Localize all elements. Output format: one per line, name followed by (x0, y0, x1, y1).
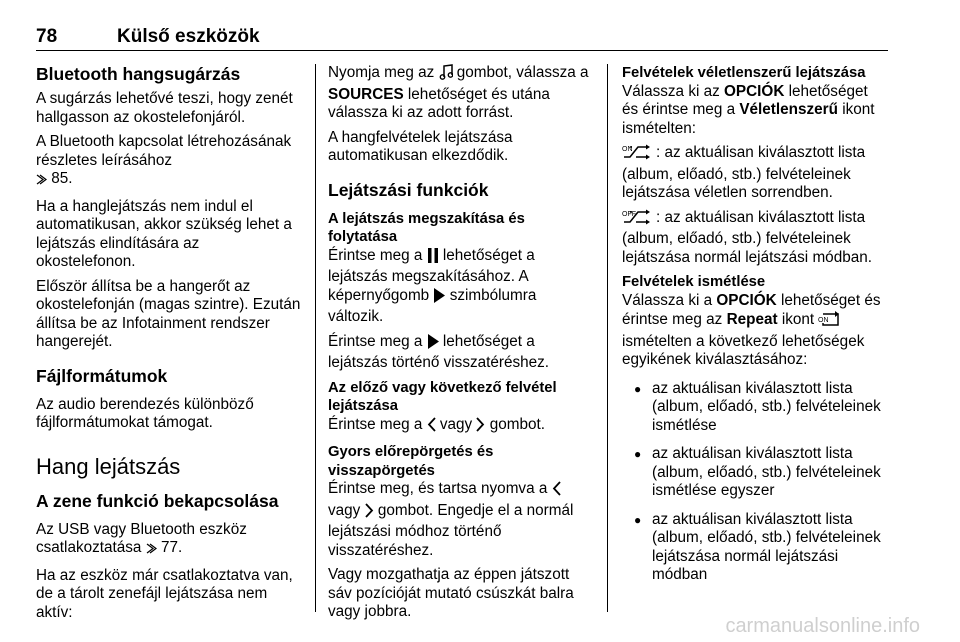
paragraph: Érintse meg a lehetőséget a lejátszás megszakításához. A képernyőgomb szimbólumra változik. (328, 246, 537, 325)
reference-arrow-icon (36, 173, 47, 192)
paragraph: Nyomja meg az gombot, válassza a SOURCES lehetőséget és utána válassza ki az adott forrást. (328, 64, 589, 121)
subheading: Gyors előrepörgetés és visszapörgetés (328, 444, 494, 479)
paragraph: Ha az eszköz már csatlakoztatva van, de a tárolt zenefájl lejátszása nem aktív: (36, 566, 293, 621)
play-icon (433, 288, 445, 309)
paragraph: Érintse meg a vagy gombot. (328, 416, 594, 438)
subheading: A lejátszás megszakítása és folytatása (328, 210, 525, 245)
paragraph: Válassza ki az OPCIÓK lehetőséget és érintse meg a Véletlenszerű ikont ismételten: (622, 82, 875, 137)
music-function-heading: A zene funkció bekapcsolása (36, 490, 279, 511)
chevron-right-icon (476, 417, 485, 438)
column-3 (622, 64, 888, 591)
subheading: Az előző vagy következő felvétel lejátszása (328, 379, 557, 414)
paragraph: Először állítsa be a hangerőt az okostelefonján (magas szintre). Ezután állítsa be az Infotainment rendszer hangerejét. (36, 277, 301, 350)
page-title: Külső eszközök (117, 26, 260, 47)
list-item: ● az aktuálisan kiválasztott lista (album, előadó, stb.) felvételeinek lejátszása normál lejátszási módban (622, 511, 888, 585)
subheading: Felvételek véletlenszerű lejátszása (622, 65, 866, 81)
list-item: ● az aktuálisan kiválasztott lista (album, előadó, stb.) felvételeinek ismétlése (622, 380, 888, 436)
column-1 (36, 64, 302, 628)
playback-functions-heading: Lejátszási funkciók (328, 179, 489, 200)
page-number: 78 (36, 26, 58, 47)
paragraph: Ha a hanglejátszás nem indul el automatikusan, akkor szükség lehet a lejátszás elindítására az okostelefonon. (36, 197, 292, 270)
page-reference[interactable]: 77. (160, 539, 183, 556)
paragraph: Érintse meg, és tartsa nyomva a vagy gombot. Engedje el a normál lejátszási módhoz történő visszatéréshez. (328, 480, 574, 559)
chevron-left-icon (427, 417, 436, 438)
opciok-label: OPCIÓK (716, 291, 777, 309)
bluetooth-heading: Bluetooth hangsugárzás (36, 64, 241, 84)
paragraph: Az audio berendezés különböző fájlformátumokat támogat. (36, 395, 254, 431)
svg-text:ON: ON (818, 317, 829, 324)
random-label: Véletlenszerű (739, 101, 838, 118)
reference-arrow-icon (146, 542, 157, 561)
column-divider (315, 64, 316, 612)
paragraph: A Bluetooth kapcsolat létrehozásának részletes leírásához 85. (36, 133, 302, 192)
sources-label: SOURCES (328, 85, 404, 103)
paragraph: Vagy mozgathatja az éppen játszott sáv pozícióját mutató csúszkát balra vagy jobbra. (328, 566, 574, 620)
svg-text:ON: ON (622, 146, 633, 153)
svg-text:OFF: OFF (622, 210, 636, 218)
opciok-label: OPCIÓK (724, 82, 785, 100)
repeat-icon (818, 310, 842, 333)
watermark: carmanualsonline.info (725, 615, 920, 637)
paragraph: Az USB vagy Bluetooth eszköz csatlakoztatása 77. (36, 521, 302, 561)
page-header (36, 28, 888, 51)
column-divider (607, 64, 608, 612)
repeat-label: Repeat (726, 311, 778, 328)
pause-icon (427, 248, 439, 269)
paragraph: A sugárzás lehetővé teszi, hogy zenét hallgasson az okostelefonjáról. (36, 90, 293, 126)
shuffle-on-icon (622, 144, 656, 166)
file-formats-heading: Fájlformátumok (36, 365, 168, 386)
chevron-left-icon (552, 481, 561, 502)
list-item: ● az aktuálisan kiválasztott lista (album, előadó, stb.) felvételeinek ismétlése egyszer (622, 445, 888, 501)
column-2 (328, 64, 594, 628)
paragraph: OFF : az aktuálisan kiválasztott lista (album, előadó, stb.) felvételeinek lejátszása normál lejátszási módban. (622, 208, 872, 266)
shuffle-off-icon (622, 209, 656, 231)
paragraph: Érintse meg a lehetőséget a lejátszás történő visszatéréshez. (328, 332, 550, 371)
play-icon (427, 334, 439, 355)
section-heading: Hang lejátszás (36, 453, 181, 479)
paragraph: ON : az aktuálisan kiválasztott lista (album, előadó, stb.) felvételeinek lejátszása véletlen sorrendben. (622, 144, 866, 201)
page-reference[interactable]: 85. (51, 170, 73, 187)
subheading: Felvételek ismétlése (622, 274, 766, 290)
paragraph: Válassza ki a OPCIÓK lehetőséget és érintse meg az Repeat ikont ON ismételten a következő lehetőségek egyikének kiválasztásához: (622, 291, 881, 368)
paragraph: A hangfelvételek lejátszása automatikusan elkezdődik. (328, 128, 513, 164)
music-note-icon (439, 64, 453, 86)
chevron-right-icon (365, 503, 374, 524)
